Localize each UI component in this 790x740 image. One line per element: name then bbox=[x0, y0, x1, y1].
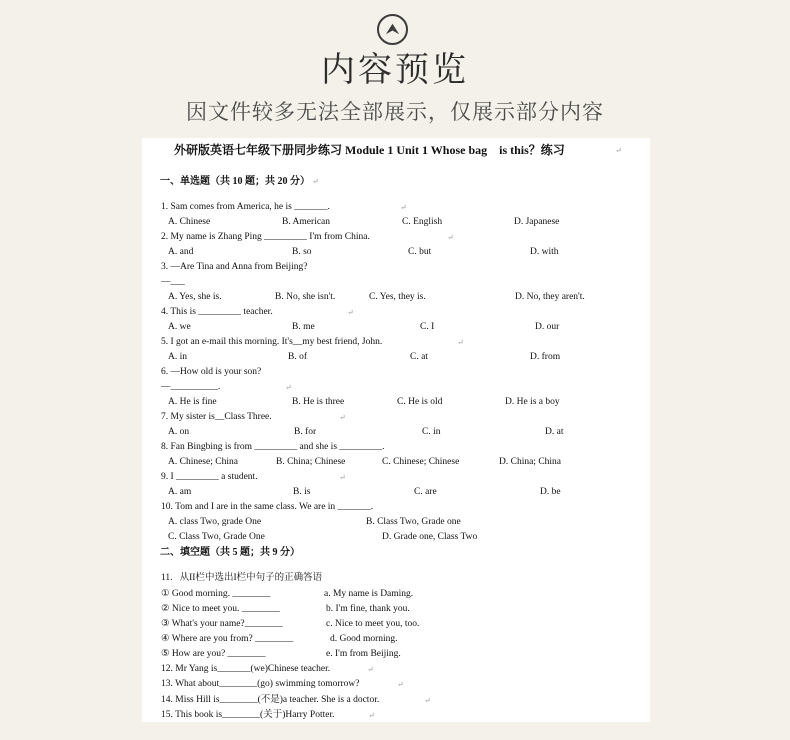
paragraph-mark: ↵ bbox=[447, 233, 454, 242]
option: C. Yes, they is. bbox=[369, 292, 426, 302]
option: A. on bbox=[168, 427, 190, 437]
reply-line: —__________. bbox=[161, 382, 221, 392]
question-5: 5. I got an e-mail this morning. It's__my best friend, John. bbox=[161, 337, 383, 347]
paragraph-mark: ↵ bbox=[368, 711, 375, 720]
match-right: b. I'm fine, thank you. bbox=[326, 604, 410, 614]
paragraph-mark: ↵ bbox=[339, 413, 346, 422]
paragraph-mark: ↵ bbox=[367, 665, 374, 674]
option: D. from bbox=[530, 352, 561, 362]
option: A. am bbox=[168, 487, 192, 497]
question-15: 15. This book is________(关于)Harry Potter. bbox=[161, 710, 335, 720]
page-title: 内容预览 bbox=[321, 50, 469, 90]
match-left: ③ What's your name?________ bbox=[161, 619, 283, 629]
paragraph-mark: ↵ bbox=[424, 696, 431, 705]
match-left: ② Nice to meet you. ________ bbox=[161, 604, 280, 614]
chevron-up-circle-icon bbox=[377, 14, 408, 45]
paragraph-mark: ↵ bbox=[397, 680, 404, 689]
match-left: ④ Where are you from? ________ bbox=[161, 634, 294, 644]
option: B. for bbox=[294, 427, 317, 437]
section-heading: 一、单选题（共 10 题；共 20 分） bbox=[160, 176, 310, 187]
option: D. Grade one, Class Two bbox=[382, 532, 478, 542]
option: C. I bbox=[420, 322, 435, 332]
option: B. Class Two, Grade one bbox=[366, 517, 461, 527]
option: B. of bbox=[288, 352, 307, 362]
question-13: 13. What about________(go) swimming tomorrow? bbox=[161, 679, 360, 689]
option: B. China; Chinese bbox=[276, 457, 346, 467]
option: B. He is three bbox=[292, 397, 345, 407]
match-right: c. Nice to meet you, too. bbox=[326, 619, 420, 629]
match-left: ⑤ How are you? ________ bbox=[161, 649, 266, 659]
question-10: 10. Tom and I are in the same class. We are in _______. bbox=[161, 502, 374, 512]
option: D. with bbox=[530, 247, 559, 257]
question-9: 9. I _________ a student. bbox=[161, 472, 258, 482]
option: B. is bbox=[293, 487, 311, 497]
option: C. are bbox=[414, 487, 437, 497]
section-heading: 二、填空题（共 5 题；共 9 分） bbox=[160, 547, 300, 558]
option: B. No, she isn't. bbox=[275, 292, 336, 302]
option: D. at bbox=[545, 427, 564, 437]
question-11: 11. 从II栏中选出I栏中句子的正确答语 bbox=[161, 573, 323, 583]
question-2: 2. My name is Zhang Ping _________ I'm from China. bbox=[161, 232, 370, 242]
paragraph-mark: ↵ bbox=[400, 203, 407, 212]
paragraph-mark: ↵ bbox=[339, 473, 346, 482]
option: A. class Two, grade One bbox=[168, 517, 262, 527]
reply-line: —___ bbox=[161, 277, 185, 287]
question-3: 3. —Are Tina and Anna from Beijing? bbox=[161, 262, 308, 272]
paragraph-mark: ↵ bbox=[615, 146, 622, 155]
option: D. He is a boy bbox=[505, 397, 560, 407]
paragraph-mark: ↵ bbox=[347, 308, 354, 317]
option: A. in bbox=[168, 352, 187, 362]
option: D. be bbox=[540, 487, 561, 497]
question-12: 12. Mr Yang is_______(we)Chinese teacher. bbox=[161, 664, 331, 674]
option: A. Yes, she is. bbox=[168, 292, 222, 302]
option: B. so bbox=[292, 247, 312, 257]
question-7: 7. My sister is__Class Three. bbox=[161, 412, 272, 422]
option: B. American bbox=[282, 217, 331, 227]
match-left: ① Good morning. ________ bbox=[161, 589, 271, 599]
option: C. English bbox=[402, 217, 443, 227]
option: C. Class Two, Grade One bbox=[168, 532, 265, 542]
option: B. me bbox=[292, 322, 315, 332]
option: A. Chinese bbox=[168, 217, 211, 227]
paragraph-mark: ↵ bbox=[457, 338, 464, 347]
option: D. Japanese bbox=[514, 217, 560, 227]
question-1: 1. Sam comes from America, he is _______. bbox=[161, 202, 330, 212]
option: A. we bbox=[168, 322, 191, 332]
option: C. at bbox=[410, 352, 428, 362]
paragraph-mark: ↵ bbox=[312, 177, 319, 186]
option: D. No, they aren't. bbox=[515, 292, 585, 302]
option: C. but bbox=[408, 247, 432, 257]
option: A. and bbox=[168, 247, 194, 257]
option: A. He is fine bbox=[168, 397, 217, 407]
document-preview bbox=[142, 138, 650, 722]
match-right: e. I'm from Beijing. bbox=[326, 649, 401, 659]
option: C. He is old bbox=[397, 397, 443, 407]
match-right: d. Good morning. bbox=[330, 634, 398, 644]
option: C. Chinese; Chinese bbox=[382, 457, 460, 467]
option: D. China; China bbox=[499, 457, 562, 467]
option: D. our bbox=[535, 322, 560, 332]
match-right: a. My name is Daming. bbox=[324, 589, 414, 599]
question-14: 14. Miss Hill is________(不是)a teacher. She is a doctor. bbox=[161, 695, 380, 705]
question-8: 8. Fan Bingbing is from _________ and she is _________. bbox=[161, 442, 385, 452]
doc-title: 外研版英语七年级下册同步练习 Module 1 Unit 1 Whose bag is this？练习 bbox=[174, 143, 565, 157]
option: A. Chinese; China bbox=[168, 457, 238, 467]
page-subtitle: 因文件较多无法全部展示，仅展示部分内容 bbox=[186, 100, 604, 124]
question-4: 4. This is _________ teacher. bbox=[161, 307, 273, 317]
paragraph-mark: ↵ bbox=[285, 383, 292, 392]
question-6: 6. —How old is your son? bbox=[161, 367, 262, 377]
option: C. in bbox=[422, 427, 441, 437]
